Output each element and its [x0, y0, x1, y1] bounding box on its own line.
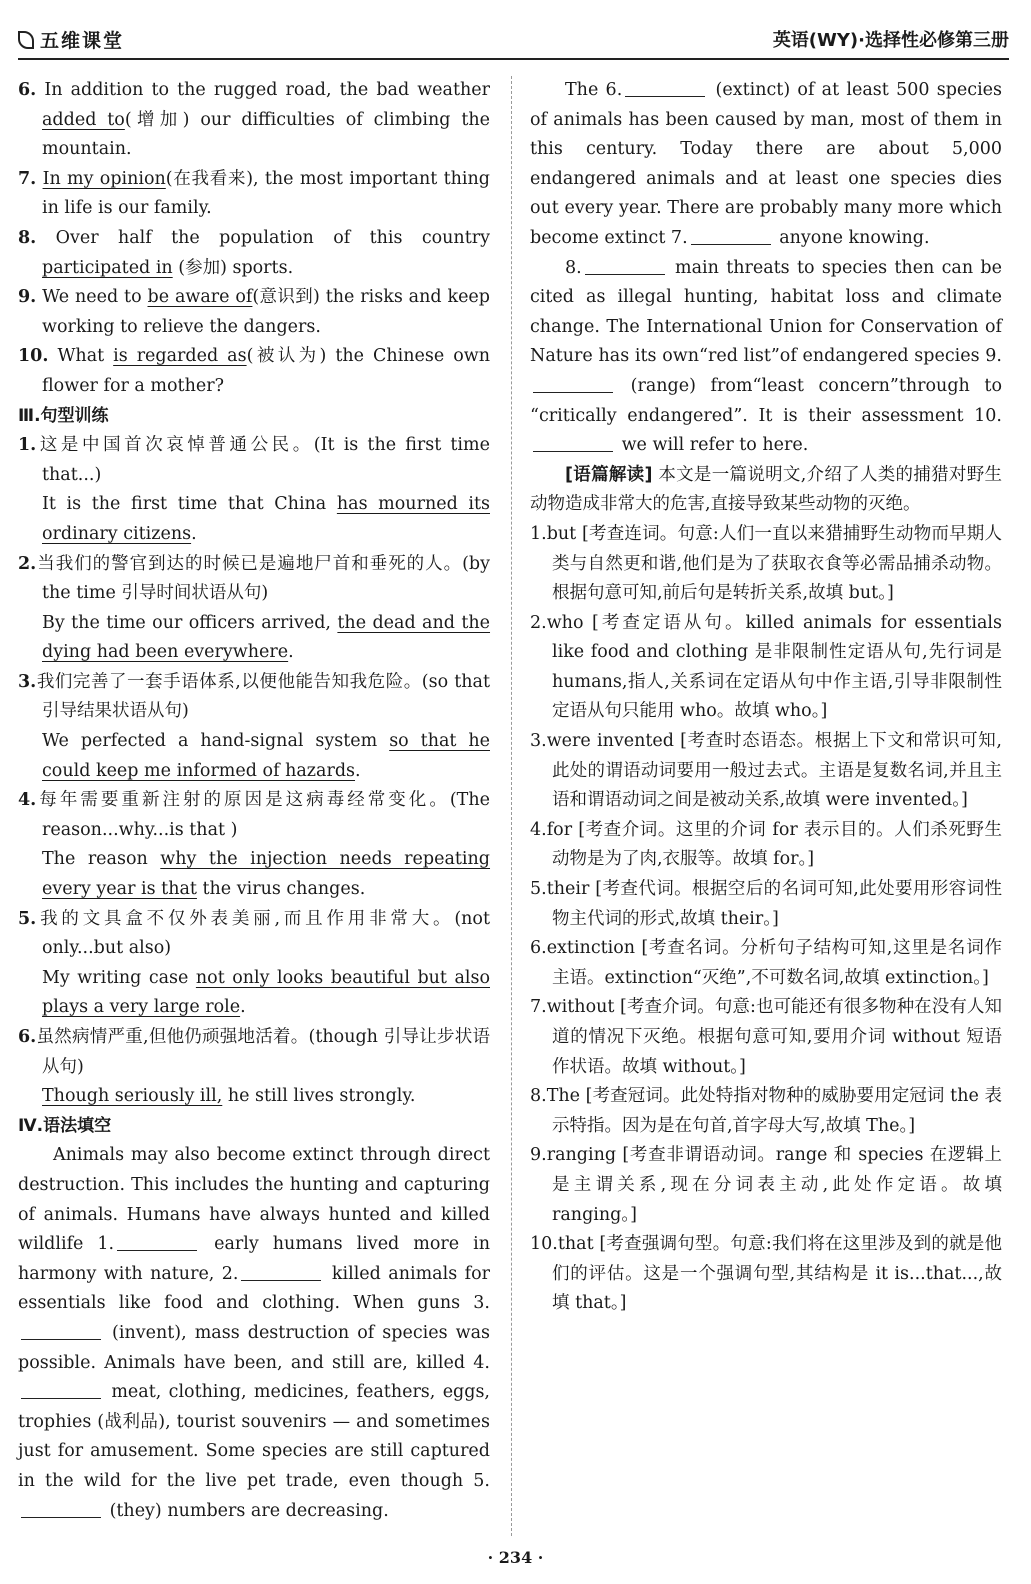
drill-answer: Though seriously ill, he still lives strongly. — [42, 1086, 416, 1107]
drill-prompt: 4.每年需要重新注射的原因是这病毒经常变化。(The reason...why...is that ) — [18, 790, 490, 840]
answer-entry: 3.were invented [考查时态语态。根据上下文和常识可知,此处的谓语动词要用一般过去式。主语是复数名词,并且主语和谓语动词之间是被动关系,故填 were invented。] — [530, 731, 1002, 811]
vocab-item: 7. In my opinion(在我看来), the most important thing in life is our family. — [18, 168, 490, 219]
answer-blank[interactable] — [585, 256, 665, 275]
passage-paragraph: The 6. (extinct) of at least 500 species of animals has been caused by man, most of them in this century. Today there are about 5,000 endangered animals and at least one species dies out every year. There are probably many more which become extinct 7. anyone knowing. — [530, 80, 1003, 248]
brand-text: 五维课堂 — [40, 30, 125, 52]
answer-entry: 1.but [考查连词。句意:人们一直以来猎捕野生动物而早期人类与自然更和谐,他们是为了获取衣食等必需品捕杀动物。根据句意可知,前后句是转折关系,故填 but。] — [530, 523, 1002, 604]
answer-blank[interactable] — [21, 1380, 101, 1399]
drill-answer: By the time our officers arrived, the dead and the dying had been everywhere. — [42, 612, 491, 663]
right-column — [530, 76, 1002, 1319]
answer-key — [530, 520, 1002, 1319]
answer-blank[interactable] — [241, 1262, 321, 1281]
answer-entry: 2.who [考查定语从句。killed animals for essentials like food and clothing 是非限制性定语从句,先行词是 humans,指人,关系词在定语从句中作主语,引导非限制性定语从句只能用 who。故填 who。] — [530, 612, 1002, 722]
vocab-item: 8. Over half the population of this country participated in (参加) sports. — [18, 227, 490, 278]
passage-paragraph: Animals may also become extinct through direct destruction. This includes the hunting and capturing of animals. Humans have always hunted and killed wildlife 1. early humans lived more in harmony with nature, 2. killed animals for essentials like food and clothing. When guns 3. (invent), mass destruction of species was possible. Animals have been, and still are, killed 4. meat, clothing, medicines, feathers, eggs, trophies (战利品), tourist souvenirs — and sometimes just for amusement. Some species are still captured in the wild for the live pet trade, even though 5. (they) numbers are decreasing. — [18, 1145, 490, 1521]
answer-entry: 5.their [考查代词。根据空后的名词可知,此处要用形容词性物主代词的形式,故填 their。] — [530, 879, 1002, 929]
book-title: 英语(WY)·选择性必修第三册 — [772, 30, 1009, 51]
drill-answer: The reason why the injection needs repeating every year is that the virus changes. — [42, 849, 491, 900]
column-divider — [511, 76, 512, 1536]
answer-blank[interactable] — [117, 1232, 197, 1251]
answer-blank[interactable] — [533, 433, 613, 452]
drill-prompt: 1.这是中国首次哀悼普通公民。(It is the first time that...) — [18, 435, 490, 485]
vocab-items — [18, 76, 490, 402]
vocab-item: 6. In addition to the rugged road, the bad weather added to(增加) our difficulties of climbing the mountain. — [18, 80, 490, 160]
sentence-drills — [18, 431, 490, 1112]
answer-entry: 7.without [考查介词。句意:也可能还有很多物种在没有人知道的情况下灭绝。根据句意可知,要用介词 without 短语作状语。故填 without。] — [530, 997, 1002, 1077]
left-column — [18, 76, 490, 1526]
answer-entry: 10.that [考查强调句型。句意:我们将在这里涉及到的就是他们的评估。这是一个强调句型,其结构是 it is...that...,故填 that。] — [530, 1234, 1002, 1314]
answer-entry: 8.The [考查冠词。此处特指对物种的威胁要用定冠词 the 表示特指。因为是在句首,首字母大写,故填 The。] — [530, 1086, 1002, 1136]
vocab-item: 9. We need to be aware of(意识到) the risks and keep working to relieve the dangers. — [18, 287, 490, 337]
answer-blank[interactable] — [691, 226, 771, 245]
section-heading-3: Ⅲ.句型训练 — [18, 405, 109, 426]
answer-blank[interactable] — [21, 1321, 101, 1340]
section-heading-4: Ⅳ.语法填空 — [18, 1115, 112, 1136]
drill-answer: We perfected a hand-signal system so that he could keep me informed of hazards. — [42, 731, 490, 781]
answer-blank[interactable] — [625, 78, 705, 97]
passage-analysis: [语篇解读] 本文是一篇说明文,介绍了人类的捕猎对野生动物造成非常大的危害,直接导致某些动物的灭绝。 — [530, 464, 1003, 515]
answer-entry: 9.ranging [考查非谓语动词。range 和 species 在逻辑上是主谓关系,现在分词表主动,此处作定语。故填 ranging。] — [530, 1145, 1002, 1225]
page-header — [18, 18, 1009, 60]
answer-blank[interactable] — [21, 1499, 101, 1518]
drill-prompt: 2.当我们的警官到达的时候已是遍地尸首和垂死的人。(by the time 引导时间状语从句) — [18, 553, 490, 604]
drill-answer: My writing case not only looks beautiful but also plays a very large role. — [42, 967, 490, 1018]
drill-prompt: 6.虽然病情严重,但他仍顽强地活着。(though 引导让步状语从句) — [18, 1027, 490, 1077]
answer-entry: 4.for [考查介词。这里的介词 for 表示目的。人们杀死野生动物是为了肉,衣服等。故填 for。] — [530, 819, 1002, 870]
drill-prompt: 5.我的文具盒不仅外表美丽,而且作用非常大。(not only...but also) — [18, 908, 490, 959]
leaf-icon — [18, 31, 34, 49]
vocab-item: 10. What is regarded as(被认为) the Chinese own flower for a mother? — [18, 346, 490, 396]
drill-answer: It is the first time that China has mourned its ordinary citizens. — [42, 494, 490, 544]
answer-entry: 6.extinction [考查名词。分析句子结构可知,这里是名词作主语。extinction“灭绝”,不可数名词,故填 extinction。] — [530, 938, 1002, 988]
answer-blank[interactable] — [533, 374, 613, 393]
passage-paragraph: 8. main threats to species then can be cited as illegal hunting, habitat loss and climate change. The International Union for Conservation of Nature has its own“red list”of endangered species 9. (range) from“least concern”through to “critically endangered”. It is their assessment 10. we will refer to here. — [530, 257, 1002, 456]
drill-prompt: 3.我们完善了一套手语体系,以便他能告知我危险。(so that 引导结果状语从句) — [18, 671, 490, 722]
brand-logo — [18, 26, 124, 53]
page-number: · 234 · — [487, 1548, 544, 1567]
